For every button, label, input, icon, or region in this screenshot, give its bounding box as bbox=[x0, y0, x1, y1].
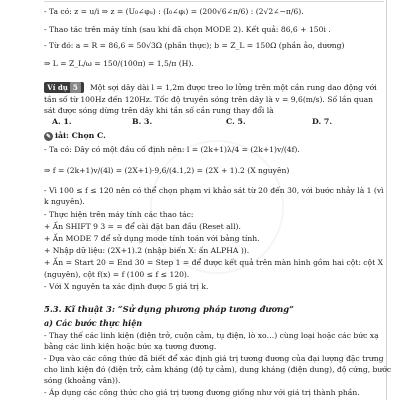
text-line: - Dựa vào các công thức đã biết để xác định giá trị tương đương của đại lượng đặc trưng bbox=[44, 354, 384, 363]
example-badge-number: 5 bbox=[70, 82, 81, 93]
text-line: - Từ đó: a = R = 86,6 = 50√3Ω (phần thực); b = Z_L = 150Ω (phần ảo, dương) bbox=[44, 41, 345, 50]
text-line: tần số từ 100Hz đến 120Hz. Tốc độ truyền sóng trên dây là v = 9,6(m/s). Số lần quan bbox=[44, 95, 374, 104]
example-badge bbox=[44, 82, 84, 93]
example-badge-label: Ví dụ bbox=[47, 83, 68, 92]
text-line: - Thực hiện trên máy tính các thao tác: bbox=[44, 210, 194, 219]
solution-heading bbox=[44, 131, 106, 141]
text-line: - Ta có: Dây có một đầu cố định nên: l = (2k+1)λ/4 = (2k+1)v/(4f). bbox=[44, 145, 300, 154]
text-line: + Ấn MODE 7 để sử dụng mode tính toán với bảng tính. bbox=[44, 234, 260, 243]
text-line: Một sợi dây dài l = 1,2m được treo lơ lửng trên một cần rung dao động với bbox=[90, 83, 377, 92]
text-line: + Nhập dữ liệu: (2X+1).2 (nhập biến X: ấn ALPHA )). bbox=[44, 246, 250, 255]
text-line: - Áp dụng các công thức cho giá trị tương đương giống như với giá trị thành phần. bbox=[44, 388, 360, 397]
hint-icon: ✎ bbox=[45, 132, 52, 140]
text-line: (nguyên), cột f(x) = f (100 ≤ f ≤ 120). bbox=[44, 270, 190, 279]
subsection-heading: a) Các bước thực hiện bbox=[44, 318, 143, 328]
text-line: ⇒ f = (2k+1)v/(4l) = (2X+1)·9,6/(4.1,2) = (2X + 1).2 (X nguyên) bbox=[44, 166, 290, 175]
text-line: + Ấn = Start 20 = End 30 = Step 1 = để được kết quả trên màn hình gồm hai cột: cột X bbox=[44, 258, 384, 267]
text-line: - Ta có: z = u/i ⇒ z = (U₀∠φᵤ) : (I₀∠φᵢ) = (200√6∠π/6) : (2√2∠−π/6). bbox=[44, 7, 304, 16]
option-b: B. 3. bbox=[132, 117, 153, 126]
option-a: A. 1. bbox=[52, 117, 72, 126]
header-rule bbox=[44, 0, 384, 2]
text-line: - Thao tác trên máy tính (sau khi đã chọn MODE 2). Kết quả: 86,6 + 150i . bbox=[44, 25, 331, 34]
text-line: - Với X nguyên ta xác định được 5 giá trị k. bbox=[44, 282, 209, 291]
option-c: C. 5. bbox=[226, 117, 246, 126]
option-d: D. 7. bbox=[312, 117, 333, 126]
text-line: cho linh kiện đó (điện trở, cảm kháng (độ tự cảm), dung kháng (điện dung), độ cứng, bước bbox=[44, 365, 392, 374]
text-line: ⇒ L = Z_L/ω = 150/(100π) = 1,5/π (H). bbox=[44, 59, 194, 68]
text-line: - Vì 100 ≤ f ≤ 120 nên có thể chọn phạm vi khảo sát từ 20 đến 30, với bước nhảy là 1 (vì bbox=[44, 186, 384, 195]
text-line: k nguyên). bbox=[44, 197, 85, 206]
text-line: sóng (khoảng vân)). bbox=[44, 376, 121, 385]
text-line: - Thay thế các linh kiện (điện trở, cuộn cảm, tụ điện, lò xo…) cùng loại hoặc các bức xạ bbox=[44, 331, 379, 340]
text-line: bằng các linh kiện hoặc bức xạ tương đương. bbox=[44, 342, 217, 351]
section-heading: 5.3. Kĩ thuật 3: “Sử dụng phương pháp tương đương” bbox=[44, 304, 294, 314]
solution-label: iải: Chọn C. bbox=[55, 131, 106, 140]
text-line: + Ấn SHIFT 9 3 = = để cài đặt ban đầu (Reset all). bbox=[44, 222, 241, 231]
text-line: sát được sóng dừng trên dây khi tần số cần rung thay đổi là bbox=[44, 106, 274, 115]
